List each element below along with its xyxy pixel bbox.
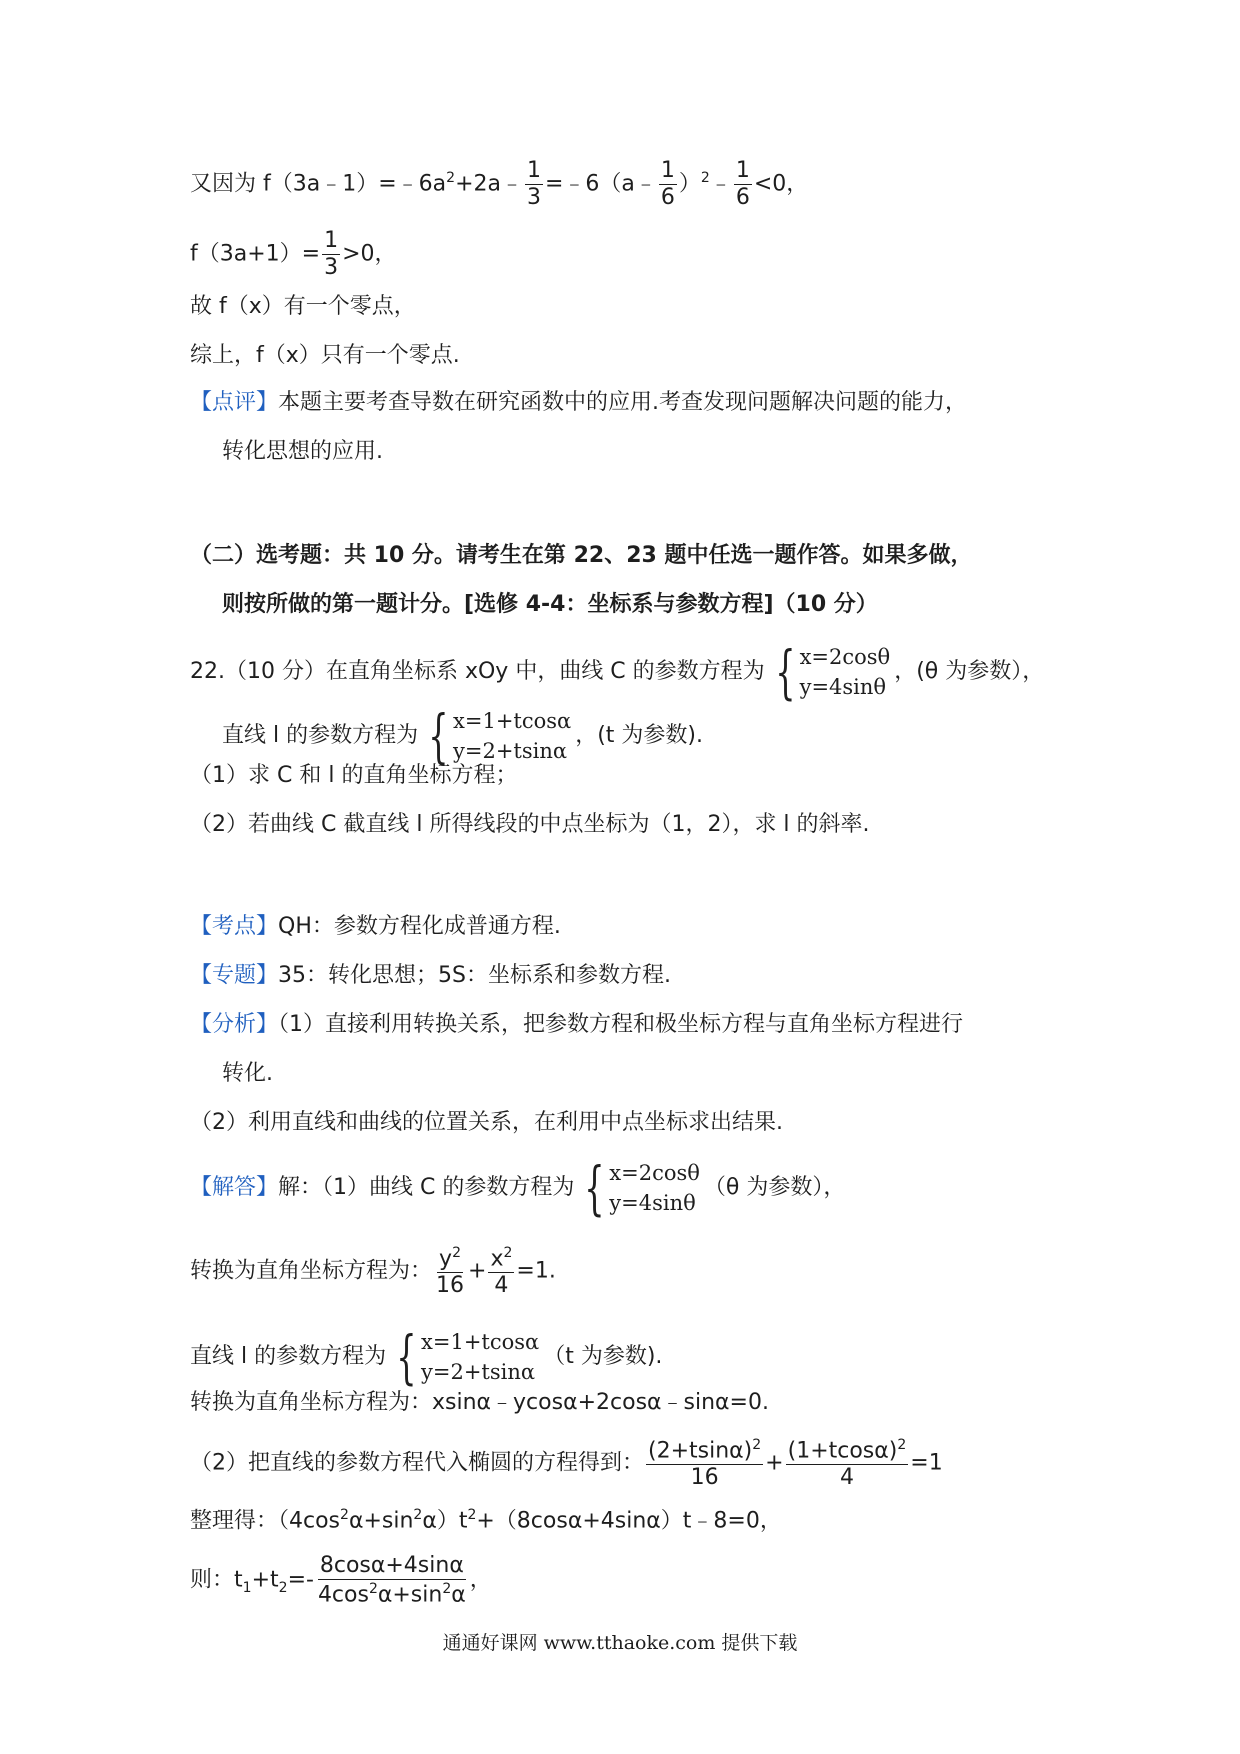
- equation-line-f3a-plus-1: f（3a+1）= $\frac{1}{3}$ >0，: [190, 228, 397, 280]
- kaodian-line: 【考点】QH：参数方程化成普通方程.: [190, 914, 561, 939]
- question-22: 22.（10 分）在直角坐标系 xOy 中，曲线 C 的参数方程为 { x=2cosθ y=4sinθ ，(θ 为参数），: [190, 638, 1045, 706]
- vieta-line: 则：$t_1+t_2=-$ $\frac{8\cos\alpha+4\sin\alpha}{4\cos^2\alpha+\sin^2\alpha}$ ，: [190, 1553, 492, 1608]
- fraction: $\frac{y^2}{16}$: [436, 1245, 465, 1299]
- question-22-part-1: （1）求 C 和 l 的直角坐标方程；: [190, 763, 518, 788]
- zhuanti-tag: 【专题】: [190, 963, 279, 988]
- substitution-line: （2）把直线的参数方程代入椭圆的方程得到： $\frac{(2+tsin\alpha)^2}{16}$ + $\frac{(1+tcos\alpha)^2}{4}$ =1: [190, 1437, 943, 1491]
- equation-system: { x=2cosθ y=4sinθ: [774, 638, 891, 706]
- page-footer: 通通好课网 www.tthaoke.com 提供下载: [442, 1632, 798, 1654]
- fraction: $\frac{(1+tcos\alpha)^2}{4}$: [787, 1437, 907, 1491]
- fraction: $\frac{1}{6}$: [660, 158, 675, 210]
- text-line: 故 f（x）有一个零点，: [190, 294, 416, 319]
- kaodian-tag: 【考点】: [190, 914, 279, 939]
- fraction: $\frac{x^2}{4}$: [490, 1245, 513, 1299]
- equation-system: { x=2cosθ y=4sinθ: [584, 1154, 700, 1222]
- fraction: $\frac{(2+tsin\alpha)^2}{16}$: [648, 1437, 762, 1491]
- ellipse-equation-line: 转换为直角坐标方程为： $\frac{y^2}{16}$ + $\frac{x^2}{4}$ =1.: [190, 1245, 556, 1299]
- zhuanti-line: 【专题】35：转化思想；5S：坐标系和参数方程.: [190, 963, 671, 988]
- equation-line-f3a-minus-1: 又因为 $f(3a﹣1)=﹣6a^2+2a﹣$ $\frac{1}{3}$ =﹣6（a﹣ $\frac{1}{6}$ ）$^2$﹣ $\frac{1}{6}$ <0，: [190, 158, 809, 210]
- fenxi-line-2: （2）利用直线和曲线的位置关系，在利用中点坐标求出结果.: [190, 1110, 783, 1135]
- question-22-part-2: （2）若曲线 C 截直线 l 所得线段的中点坐标为（1，2），求 l 的斜率.: [190, 812, 870, 837]
- equation-system: { x=1+tcosα y=2+tsinα: [428, 702, 572, 770]
- comment-tag: 【点评】: [190, 390, 279, 415]
- fraction: $\frac{1}{3}$: [324, 228, 339, 280]
- fraction: $\frac{1}{3}$: [526, 158, 541, 210]
- comment-continuation: 转化思想的应用.: [222, 439, 383, 464]
- comment-paragraph: 【点评】本题主要考查导数在研究函数中的应用.考查发现问题解决问题的能力，: [190, 390, 968, 415]
- fenxi-tag: 【分析】: [190, 1012, 279, 1037]
- line-param-equation: 直线 l 的参数方程为 { x=1+tcosα y=2+tsinα （t 为参数).: [190, 1323, 663, 1391]
- jieda-tag: 【解答】: [190, 1175, 279, 1200]
- text-line: 综上，f（x）只有一个零点.: [190, 343, 460, 368]
- simplified-equation: 整理得：$(4\cos^2\alpha+\sin^2\alpha)t^2+(8\cos\alpha+4\sin\alpha)t﹣8=0$，: [190, 1507, 782, 1534]
- section-heading-cont: 则按所做的第一题计分。[选修 4-4：坐标系与参数方程]（10 分）: [222, 592, 878, 617]
- line-cartesian-equation: 转换为直角坐标方程为：xsinα﹣ycosα+2cosα﹣sinα=0.: [190, 1390, 769, 1415]
- fraction: $\frac{1}{6}$: [735, 158, 750, 210]
- question-22-line-2: 直线 l 的参数方程为 { x=1+tcosα y=2+tsinα ，(t 为参数).: [222, 702, 703, 770]
- fraction: $\frac{8\cos\alpha+4\sin\alpha}{4\cos^2\alpha+\sin^2\alpha}$: [317, 1553, 466, 1608]
- fenxi-continuation: 转化.: [222, 1061, 273, 1086]
- fenxi-line: 【分析】（1）直接利用转换关系，把参数方程和极坐标方程与直角坐标方程进行: [190, 1012, 964, 1037]
- equation-system: { x=1+tcosα y=2+tsinα: [396, 1323, 540, 1391]
- section-heading: （二）选考题：共 10 分。请考生在第 22、23 题中任选一题作答。如果多做，: [190, 543, 973, 568]
- jieda-line: 【解答】解：（1）曲线 C 的参数方程为 { x=2cosθ y=4sinθ （θ 为参数），: [190, 1154, 846, 1222]
